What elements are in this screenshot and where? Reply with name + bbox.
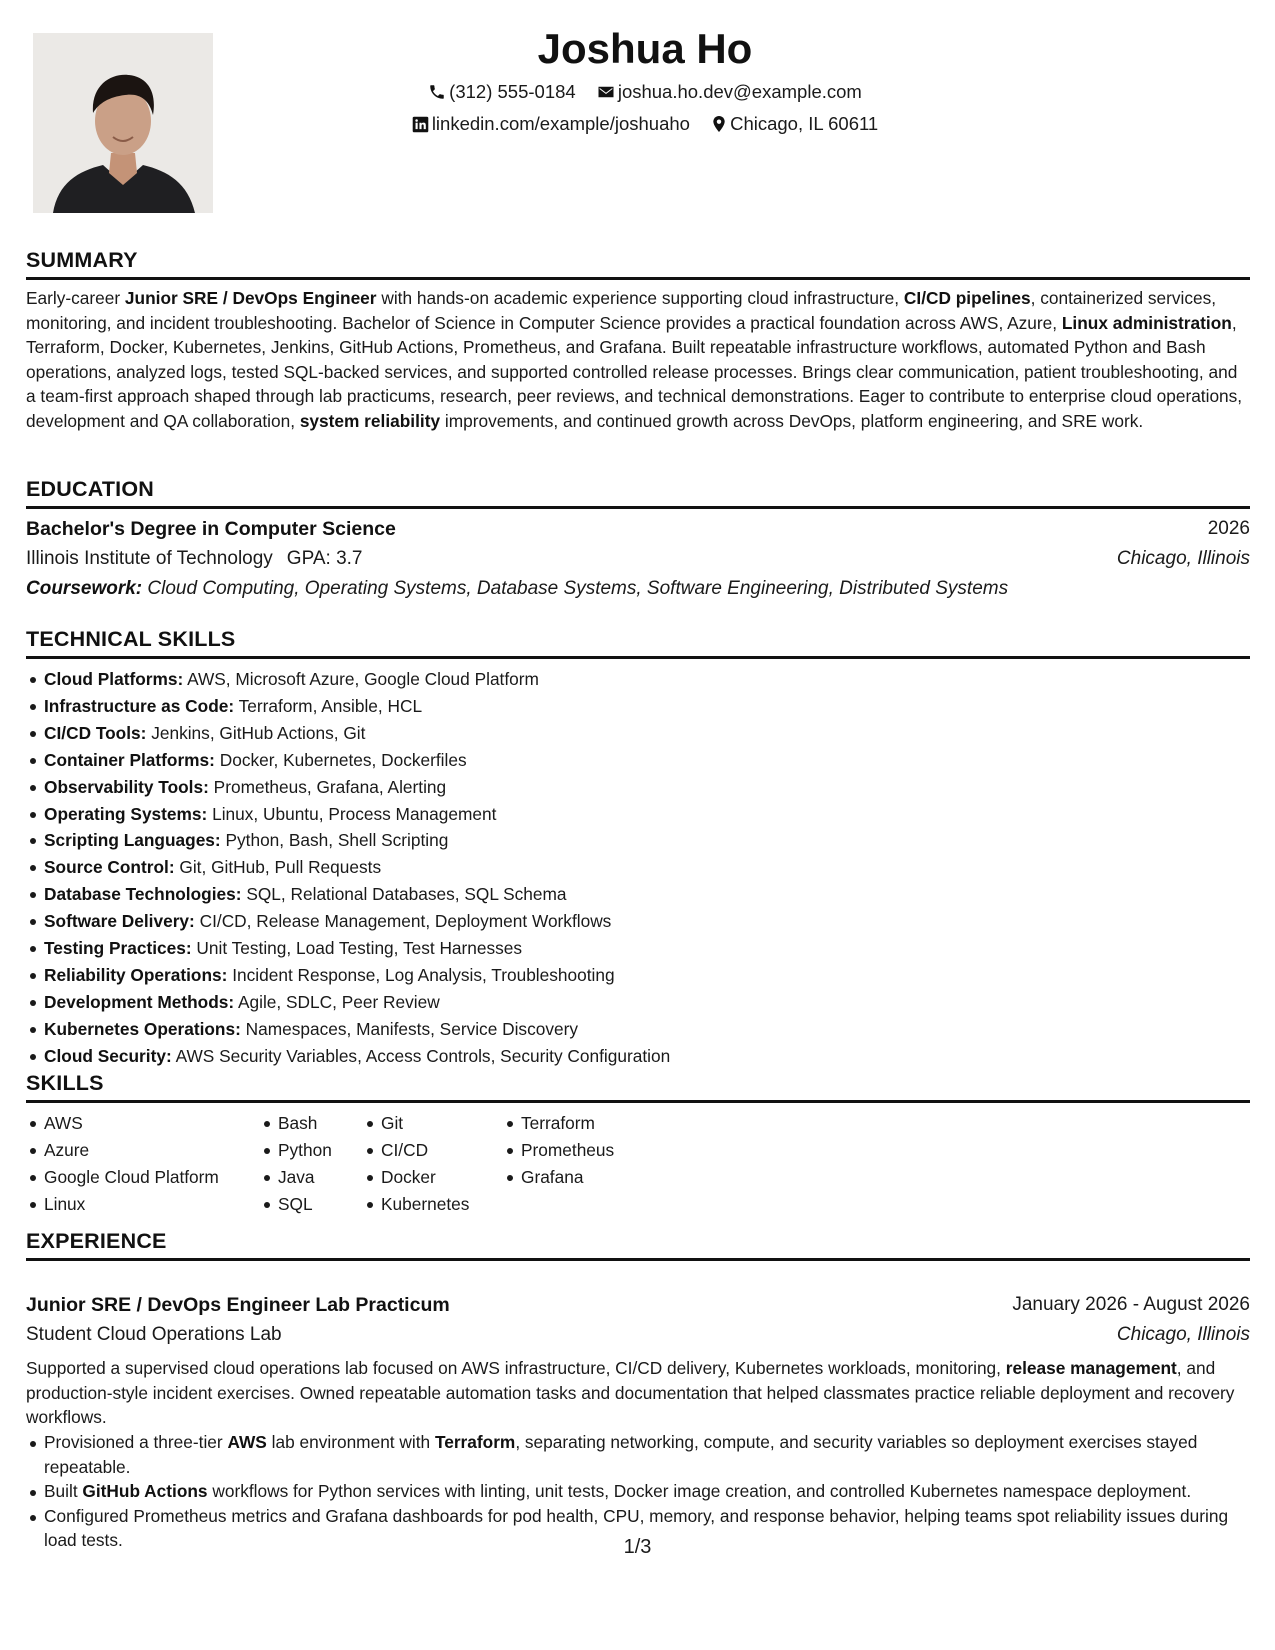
linkedin-icon [412, 116, 429, 133]
skill-category: Cloud Security: [44, 1045, 172, 1066]
bullet-part: Provisioned a three-tier [44, 1432, 228, 1452]
email-item[interactable] [597, 79, 862, 105]
skill-category: Kubernetes Operations: [44, 1018, 241, 1039]
bullet-keyword: AWS [227, 1432, 267, 1452]
skill-values: Incident Response, Log Analysis, Troubleshooting [232, 964, 615, 985]
list-item: Python [260, 1137, 332, 1164]
skill-category: Cloud Platforms: [44, 669, 184, 689]
summary-keyword: Junior SRE / DevOps Engineer [124, 288, 377, 308]
summary-text [26, 286, 1250, 434]
skill-category: Testing Practices: [44, 938, 192, 959]
skill-values: Namespaces, Manifests, Service Discovery [245, 1018, 578, 1039]
list-item [26, 693, 1250, 720]
skill-values: Prometheus, Grafana, Alerting [213, 776, 447, 797]
technical-skills-heading: TECHNICAL SKILLS [26, 626, 1250, 659]
skill-category: Development Methods: [44, 991, 235, 1012]
phone-icon [428, 83, 446, 101]
skills-column-4 [503, 1110, 614, 1191]
skill-values: Linux, Ubuntu, Process Management [212, 803, 497, 824]
list-item [26, 1043, 1250, 1070]
list-item: Terraform [503, 1110, 614, 1137]
job-title: Junior SRE / DevOps Engineer Lab Practicum [26, 1294, 450, 1316]
bullet-part: , separating networking, compute, and security variables so deployment exercises stayed repeatable. [44, 1432, 1198, 1477]
technical-skills-list [26, 666, 1250, 1070]
list-item: CI/CD [363, 1137, 469, 1164]
list-item: Kubernetes [363, 1191, 469, 1218]
candidate-name: Joshua Ho [537, 25, 753, 72]
summary-heading: SUMMARY [26, 247, 1250, 280]
list-item: SQL [260, 1191, 332, 1218]
linkedin-item[interactable] [412, 111, 690, 137]
list-item: Bash [260, 1110, 332, 1137]
skill-category: Reliability Operations: [44, 964, 228, 985]
experience-title-row [26, 1292, 1250, 1319]
list-item [26, 801, 1250, 828]
summary-part: , Terraform, Docker, Kubernetes, Jenkins, GitHub Actions, Prometheus, and Grafana. Built repeatable infrastructure workflows, automated Python and Bash operations, analyzed logs, tested SQL-backed services, and supported controlled release processes. Brings clear communication, patient troubleshooting, and a team-first approach shaped through lab practicums, research, peer reviews, and technical demonstrations. Eager to contribute to enterprise cloud operations, development and QA collaboration, [26, 312, 1243, 431]
summary-keyword: Linux administration [1061, 312, 1232, 333]
list-item [26, 908, 1250, 935]
list-item: Java [260, 1164, 332, 1191]
skill-category: Scripting Languages: [44, 830, 221, 851]
list-item: Google Cloud Platform [26, 1164, 219, 1191]
list-item: Docker [363, 1164, 469, 1191]
degree-title: Bachelor's Degree in Computer Science [26, 518, 396, 540]
list-item [26, 854, 1250, 881]
list-item [26, 935, 1250, 962]
bullet-part: Built [44, 1481, 83, 1502]
skills-column-2 [260, 1110, 332, 1218]
linkedin-url[interactable]: linkedin.com/example/joshuaho [431, 113, 690, 134]
bullet-part: workflows for Python services with linting, unit tests, Docker image creation, and controlled Kubernetes namespace deployment. [207, 1481, 1192, 1502]
organization-name: Student Cloud Operations Lab [26, 1324, 282, 1345]
experience-description [26, 1356, 1250, 1430]
skill-category: Operating Systems: [44, 803, 208, 824]
phone-item [428, 79, 576, 105]
list-item [26, 1430, 1250, 1479]
list-item [26, 1016, 1250, 1043]
list-item [26, 720, 1250, 747]
list-item: Grafana [503, 1164, 614, 1191]
summary-part: with hands-on academic experience supporting cloud infrastructure, [376, 288, 904, 308]
list-item: AWS [26, 1110, 219, 1137]
map-pin-icon [711, 115, 727, 133]
list-item [26, 989, 1250, 1016]
summary-keyword: system reliability [299, 410, 441, 431]
page-number: 1/3 [623, 1536, 652, 1558]
email-address[interactable]: joshua.ho.dev@example.com [617, 81, 862, 102]
skill-category: Software Delivery: [44, 911, 195, 932]
list-item [26, 827, 1250, 854]
skill-category: Source Control: [44, 857, 175, 878]
envelope-icon [597, 83, 615, 101]
graduation-year: 2026 [1207, 518, 1250, 539]
skill-values: AWS Security Variables, Access Controls, Security Configuration [175, 1045, 671, 1066]
bullet-keyword: Terraform [434, 1432, 516, 1452]
skill-values: Jenkins, GitHub Actions, Git [151, 722, 366, 743]
skill-values: Docker, Kubernetes, Dockerfiles [219, 749, 467, 770]
list-item: Linux [26, 1191, 219, 1218]
education-heading: EDUCATION [26, 476, 1250, 509]
skills-column-1 [26, 1110, 219, 1218]
description-part: , and production-style incident exercises. Owned repeatable automation tasks and documentation that helped classmates practice reliable deployment and recovery workflows. [26, 1358, 1235, 1428]
school-location: Chicago, Illinois [1116, 548, 1250, 569]
skill-values: AWS, Microsoft Azure, Google Cloud Platform [187, 669, 539, 689]
skill-values: Python, Bash, Shell Scripting [225, 830, 449, 851]
skill-values: Unit Testing, Load Testing, Test Harnesses [196, 938, 523, 959]
skill-category: Infrastructure as Code: [44, 695, 235, 716]
contact-row-1 [0, 79, 1275, 105]
summary-part: improvements, and continued growth across DevOps, platform engineering, and SRE work. [440, 410, 1144, 431]
location-text: Chicago, IL 60611 [730, 113, 879, 134]
skill-category: Database Technologies: [44, 884, 242, 905]
list-item [26, 881, 1250, 908]
list-item: Azure [26, 1137, 219, 1164]
job-location: Chicago, Illinois [1116, 1324, 1250, 1345]
job-dates: January 2026 - August 2026 [1012, 1294, 1250, 1315]
description-keyword: release management [1005, 1358, 1177, 1378]
coursework-list: Cloud Computing, Operating Systems, Database Systems, Software Engineering, Distributed Systems [147, 578, 1009, 599]
school-name: Illinois Institute of Technology [26, 548, 273, 569]
description-part: Supported a supervised cloud operations lab focused on AWS infrastructure, CI/CD delivery, Kubernetes workloads, monitoring, [26, 1358, 1006, 1378]
education-degree-row [26, 516, 1250, 543]
list-item: Prometheus [503, 1137, 614, 1164]
location-item [711, 111, 878, 137]
coursework-label: Coursework: [26, 578, 143, 599]
list-item [26, 1479, 1250, 1504]
experience-org-row [26, 1322, 1250, 1348]
skill-values: SQL, Relational Databases, SQL Schema [246, 884, 567, 905]
list-item [26, 747, 1250, 774]
contact-row-2 [0, 111, 1275, 137]
skills-column-3 [363, 1110, 469, 1218]
list-item [26, 962, 1250, 989]
gpa: GPA: 3.7 [286, 548, 363, 569]
skill-values: CI/CD, Release Management, Deployment Workflows [199, 911, 612, 932]
summary-keyword: CI/CD pipelines [903, 288, 1031, 308]
phone-number: (312) 555-0184 [449, 81, 576, 102]
skill-category: Container Platforms: [44, 749, 215, 770]
list-item [26, 666, 1250, 693]
skill-category: CI/CD Tools: [44, 722, 147, 743]
coursework-row [26, 576, 1250, 602]
experience-bullets [26, 1430, 1250, 1553]
summary-part: , containerized services, monitoring, and incident troubleshooting. Bachelor of Science in Computer Science provides a practical foundation across AWS, Azure, [26, 288, 1217, 333]
skill-category: Observability Tools: [44, 776, 209, 797]
bullet-part: Configured Prometheus metrics and Grafana dashboards for pod health, CPU, memory, and response behavior, helping teams spot reliability issues during load tests. [44, 1505, 1229, 1551]
bullet-keyword: GitHub Actions [82, 1481, 208, 1502]
education-school-row [26, 546, 1250, 572]
skill-values: Terraform, Ansible, HCL [238, 695, 423, 716]
experience-heading: EXPERIENCE [26, 1228, 1250, 1261]
skill-values: Agile, SDLC, Peer Review [237, 991, 440, 1012]
skills-heading: SKILLS [26, 1070, 1250, 1103]
list-item [26, 774, 1250, 801]
list-item: Git [363, 1110, 469, 1137]
bullet-part: lab environment with [266, 1432, 435, 1452]
summary-part: Early-career [26, 288, 125, 308]
skill-values: Git, GitHub, Pull Requests [179, 857, 382, 878]
